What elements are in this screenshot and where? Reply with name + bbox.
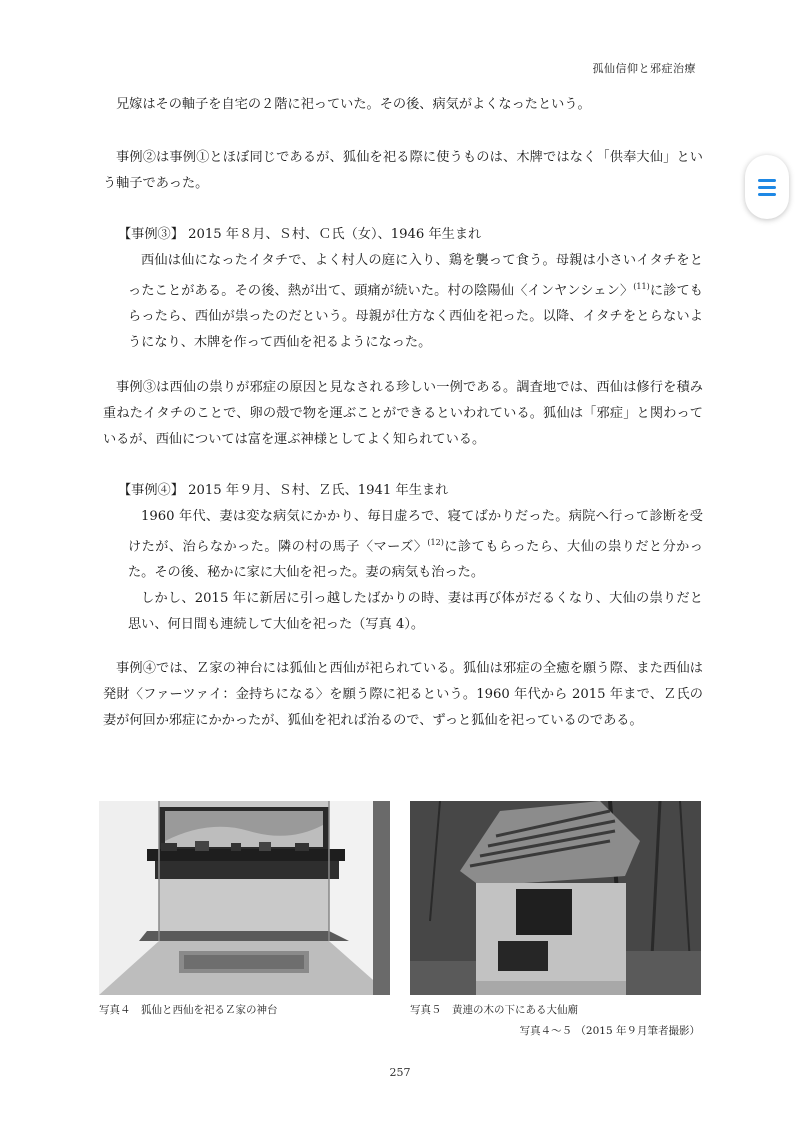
case-4-second-paragraph: しかし、2015 年に新居に引っ越したばかりの時、妻は再び体がだるくなり、大仙の祟りだと思い、何日間も連続して大仙を祀った（写真 4）。 xyxy=(128,591,703,633)
photo-5-small-shrine xyxy=(410,801,701,995)
photo-5-caption: 写真５ 黄連の木の下にある大仙廟 xyxy=(410,1004,578,1016)
case-4-body xyxy=(128,504,703,638)
photo-4-caption: 写真４ 狐仙と西仙を祀るＺ家の神台 xyxy=(99,1004,278,1016)
hamburger-menu-icon xyxy=(758,179,776,196)
running-header: 孤仙信仰と邪症治療 xyxy=(592,62,696,75)
paragraph-3: 事例③は西仙の祟りが邪症の原因と見なされる珍しい一例である。調査地では、西仙は修行を積み重ねたイタチのことで、卵の殻で物を運ぶことができるといわれている。狐仙は「邪症」と関わっているが、西仙については富を運ぶ神様としてよく知られている。 xyxy=(103,380,703,447)
case-4-text-before: 1960 年代、妻は変な病気にかかり、毎日虚ろで、寝てばかりだった。病院へ行って診断を受けたが、治らなかった。隣の村の馬子〈マーズ〉 xyxy=(128,509,703,555)
page-number: 257 xyxy=(389,1066,411,1079)
case-4-heading: 【事例④】 2015 年９月、Ｓ村、Ｚ氏、1941 年生まれ xyxy=(118,483,449,498)
case-4 xyxy=(118,478,703,638)
case-3-body xyxy=(128,248,703,356)
case-3-text-before: 西仙は仙になったイタチで、よく村人の庭に入り、鶏を襲って食う。母親は小さいイタチをとったことがある。その後、熱が出て、頭痛が続いた。村の陰陽仙〈インヤンシェン〉 xyxy=(128,253,703,299)
photo-4-shrine-room xyxy=(99,801,390,995)
paragraph-2: 事例②は事例①とほぼ同じであるが、狐仙を祀る際に使うものは、木牌ではなく「供奉大仙」という軸子であった。 xyxy=(103,150,703,191)
menu-button[interactable] xyxy=(745,155,789,219)
paragraph-1: 兄嫁はその軸子を自宅の２階に祀っていた。その後、病気がよくなったという。 xyxy=(116,97,591,112)
note-11: (11) xyxy=(633,282,650,291)
paragraph-4: 事例④では、Ｚ家の神台には狐仙と西仙が祀られている。狐仙は邪症の全癒を願う際、また西仙は発財〈ファーツァイ：金持ちになる〉を願う際に祀るという。1960 年代から 2015 年まで、Ｚ氏の妻が何回か邪症にかかったが、狐仙を祀れば治るので、ずっと狐仙を祀っているのである。 xyxy=(103,661,703,728)
note-12: (12) xyxy=(427,538,444,547)
case-3 xyxy=(118,222,703,356)
case-3-text-after: に診てもらったら、西仙が祟ったのだという。母親が仕方なく西仙を祀った。以降、イタチをとらないようになり、木牌を作って西仙を祀るようになった。 xyxy=(128,283,703,351)
photo-credit: 写真４〜５ （2015 年９月筆者撮影） xyxy=(519,1025,700,1037)
case-4-text-after: に診てもらったら、大仙の祟りだと分かった。その後、秘かに家に大仙を祀った。妻の病気も治った。 xyxy=(128,539,703,581)
case-3-heading: 【事例③】 2015 年８月、Ｓ村、Ｃ氏（女）、1946 年生まれ xyxy=(118,227,482,242)
